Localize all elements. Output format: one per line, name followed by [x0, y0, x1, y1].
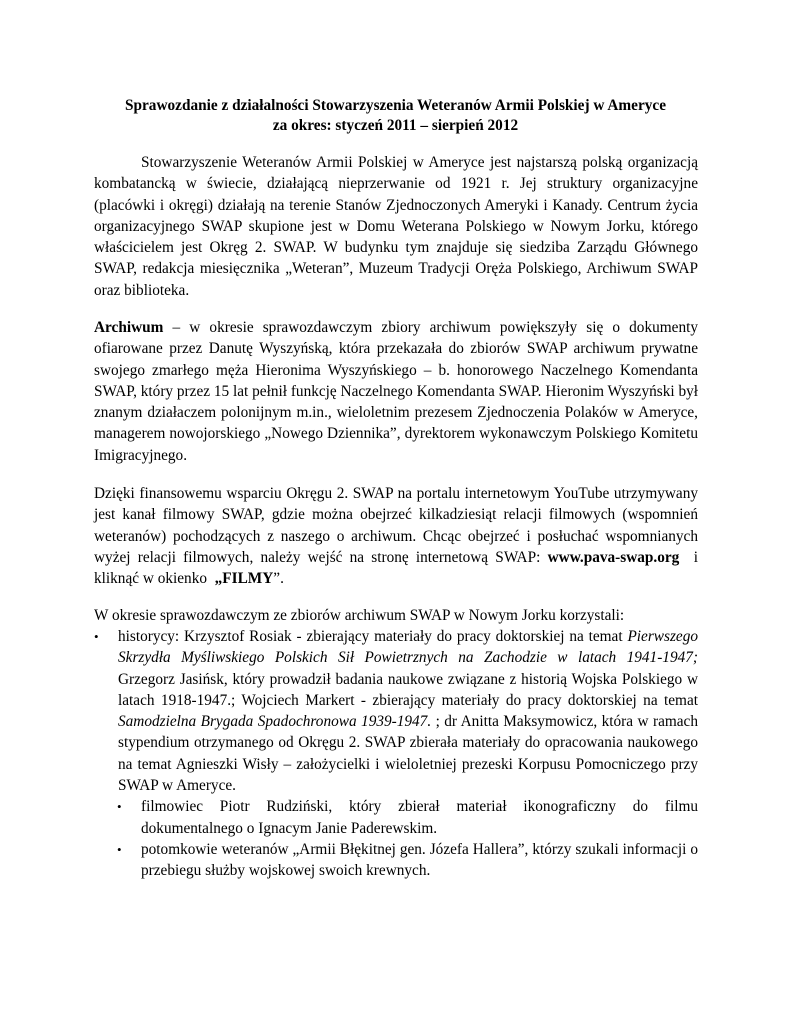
users-list	[94, 626, 698, 882]
filmmaker-text: filmowiec Piotr Rudziński, który zbierał materiał ikonograficzny do filmu dokumentalnego o Ignacym Janie Paderewskim.	[141, 798, 698, 837]
youtube-text-3: ”.	[273, 570, 284, 588]
historians-text-b: Grzegorz Jasińsk, który prowadził badania naukowe związane z historią Wojska Polskiego w latach 1918-1947.; Wojciech Markert - zbierający materiały do pracy doktorskiej na temat	[118, 670, 698, 709]
intro-paragraph: Stowarzyszenie Weteranów Armii Polskiej w Ameryce jest najstarszą polską organizacją kombatancką w świecie, działającą nieprzerwanie od 1921 r. Jej struktury organizacyjne (placówki i okręgi) działają na terenie Stanów Zjednoczonych Ameryki i Kanady. Centrum życia organizacyjnego SWAP skupione jest w Domu Weterana Polskiego w Nowym Jorku, którego właścicielem jest Okręg 2. SWAP. W budynku tym znajduje się siedziba Zarządu Głównego SWAP, redakcja miesięcznika „Weteran”, Muzeum Tradycji Oręża Polskiego, Archiwum SWAP oraz biblioteka.	[94, 154, 698, 299]
bullet-icon: •	[94, 629, 99, 644]
bullet-icon: •	[117, 841, 122, 857]
title-line-2: za okres: styczeń 2011 – sierpień 2012	[272, 117, 519, 134]
archive-text: – w okresie sprawozdawczym zbiory archiwum powiększyły się o dokumenty ofiarowane przez Danutę Wyszyńską, która przekazała do zbiorów SWAP archiwum prywatne swojego zmarłego męża Hieronima Wyszyńskiego – b. honorowego Naczelnego Komendanta SWAP, który przez 15 lat pełnił funkcję Naczelnego Komendanta SWAP. Hieronim Wyszyński był znanym działaczem polonijnym m.in., wieloletnim prezesem Zjednoczenia Polaków w Ameryce, managerem nowojorskiego „Nowego Dziennika”, dyrektorem wykonawczym Polskiego Komitetu Imigracyjnego.	[94, 319, 698, 464]
historians-text-c: ; dr Anitta Maksymowicz, która w ramach stypendium otrzymanego od Okręgu 2. SWAP zbierała materiały do opracowania naukowego na temat Agnieszki Wisły – założycielki i wieloletniej prezeski Korpusu Pomocniczego przy SWAP w Ameryce.	[118, 713, 698, 795]
website-link[interactable]: www.pava-swap.org	[547, 548, 680, 566]
descendants-text: potomkowie weteranów „Armii Błękitnej gen. Józefa Hallera”, którzy szukali informacji o przebiegu służby wojskowej swoich krewnych.	[141, 840, 698, 880]
youtube-text-2: i kliknąć w okienko	[94, 548, 702, 588]
list-item-descendants	[117, 839, 698, 882]
users-lead: W okresie sprawozdawczym ze zbiorów archiwum SWAP w Nowym Jorku korzystali:	[94, 607, 625, 624]
archive-paragraph	[94, 317, 698, 466]
youtube-text-1: Dzięki finansowemu wsparciu Okręgu 2. SWAP na portalu internetowym YouTube utrzymywany jest kanał filmowy SWAP, gdzie można obejrzeć kilkadziesiąt relacji filmowych (wspomnień weteranów) pochodzących z naszego o archiwum. Chcąc obejrzeć i posłuchać wspomnianych wyżej relacji filmowych, należy wejść na stronę internetową SWAP:	[94, 485, 698, 566]
report-title	[0, 96, 791, 136]
archive-label: Archiwum	[94, 319, 164, 336]
youtube-paragraph	[94, 483, 702, 589]
historians-text-a: historycy: Krzysztof Rosiak - zbierający materiały do pracy doktorskiej na temat	[118, 628, 628, 645]
title-line-1: Sprawozdanie z działalności Stowarzyszenia Weteranów Armii Polskiej w Ameryce	[125, 97, 666, 114]
historians-title-a: Pierwszego Skrzydła Myśliwskiego Polskich Sił Powietrznych na Zachodzie w latach 1941-1947;	[118, 628, 698, 667]
historians-title-b: Samodzielna Brygada Spadochronowa 1939-1947.	[118, 713, 432, 731]
list-item-filmmaker	[117, 796, 698, 839]
list-item-historians	[94, 626, 698, 796]
bullet-icon: •	[117, 799, 122, 815]
films-button-label: „FILMY	[214, 570, 274, 588]
